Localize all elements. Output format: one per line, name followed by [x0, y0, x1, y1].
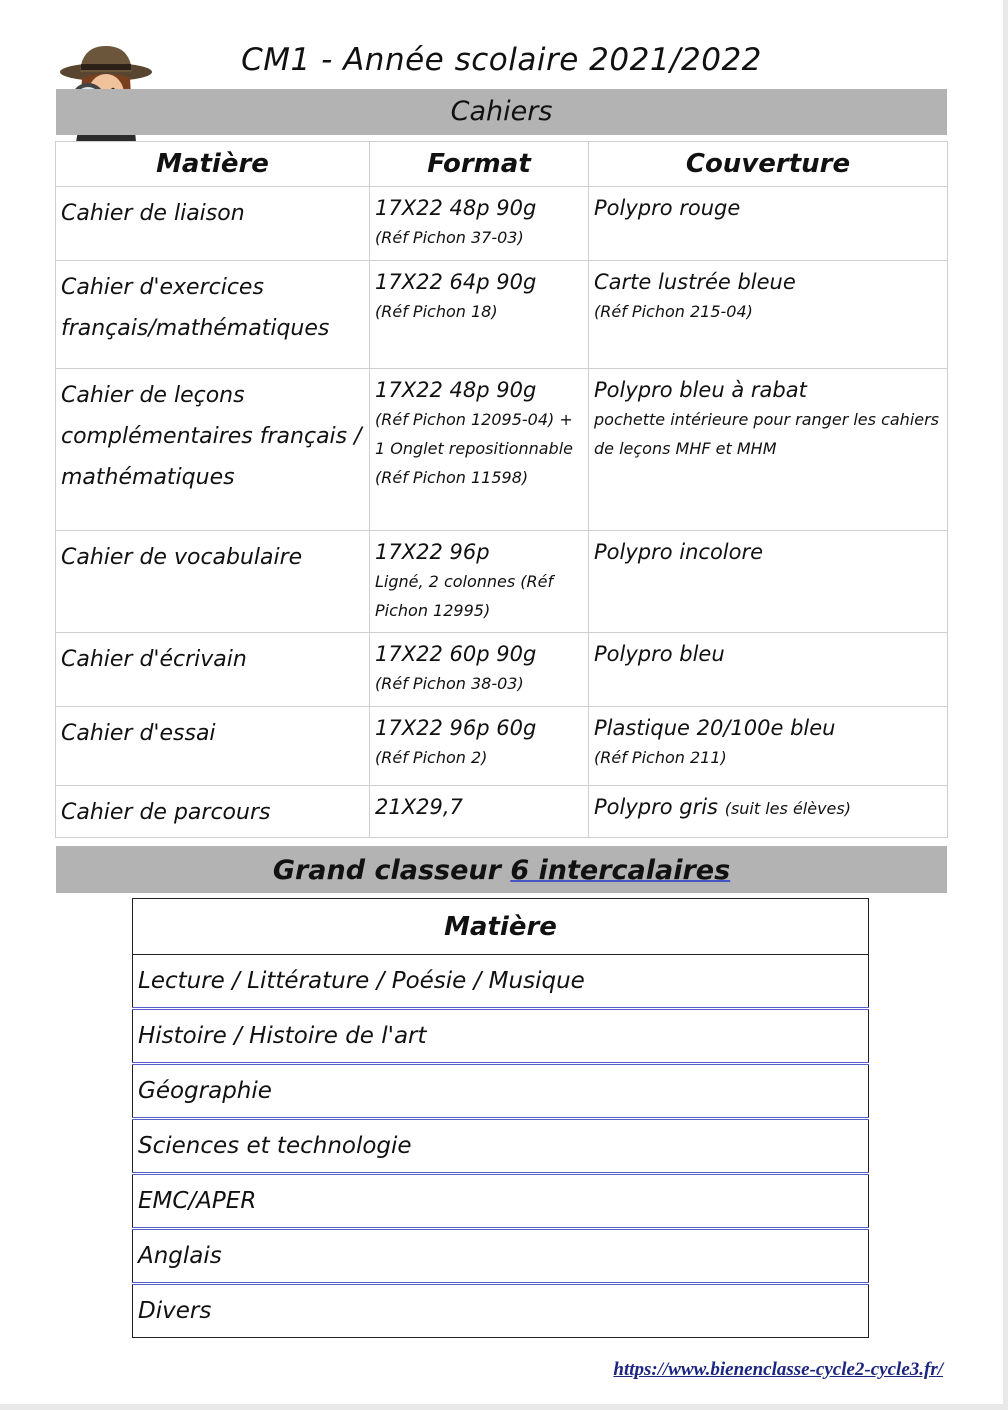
row-matiere: Cahier d'essai	[56, 707, 370, 786]
row-matiere: Cahier de liaison	[56, 187, 370, 261]
table-row	[56, 633, 948, 707]
row-matiere: Cahier d'exercices français/mathématiques	[56, 261, 370, 369]
footer-link[interactable]: https://www.bienenclasse-cycle2-cycle3.fr/	[613, 1359, 943, 1380]
classeur-item: Géographie	[133, 1064, 869, 1119]
list-item	[133, 1119, 869, 1174]
row-format: 17X22 96p	[375, 540, 490, 564]
row-couverture-cell	[589, 369, 948, 531]
cahiers-table	[55, 141, 948, 838]
classeur-item: Lecture / Littérature / Poésie / Musique	[133, 955, 869, 1009]
row-couverture-cell	[589, 187, 948, 261]
classeur-item: Sciences et technologie	[133, 1119, 869, 1174]
classeur-header-row	[133, 899, 869, 955]
list-item	[133, 1064, 869, 1119]
row-couverture-cell	[589, 261, 948, 369]
classeur-item: Histoire / Histoire de l'art	[133, 1009, 869, 1064]
row-couverture: Polypro rouge	[594, 196, 741, 220]
row-format-cell	[370, 531, 589, 633]
row-couverture: Polypro incolore	[594, 540, 764, 564]
row-couverture-cell	[589, 633, 948, 707]
row-couverture: Polypro bleu	[594, 642, 725, 666]
row-couverture-cell	[589, 786, 948, 838]
row-format: 17X22 48p 90g	[375, 196, 537, 220]
table-row	[56, 786, 948, 838]
row-format: 17X22 48p 90g	[375, 378, 537, 402]
row-matiere: Cahier de vocabulaire	[56, 531, 370, 633]
list-item	[133, 1009, 869, 1064]
row-format-cell	[370, 261, 589, 369]
table-row	[56, 369, 948, 531]
row-format-cell	[370, 707, 589, 786]
row-matiere: Cahier d'écrivain	[56, 633, 370, 707]
classeur-table	[132, 898, 869, 1338]
row-format-ref: (Réf Pichon 12095-04) + 1 Onglet repositionnable (Réf Pichon 11598)	[375, 410, 573, 487]
row-format-cell	[370, 633, 589, 707]
row-couverture: Polypro bleu à rabat	[594, 378, 807, 402]
row-matiere: Cahier de parcours	[56, 786, 370, 838]
table-row	[56, 707, 948, 786]
row-format: 17X22 64p 90g	[375, 270, 537, 294]
row-format-ref: (Réf Pichon 37-03)	[375, 228, 524, 247]
row-couverture-cell	[589, 531, 948, 633]
row-format-ref: (Réf Pichon 2)	[375, 748, 488, 767]
row-couverture: Polypro gris	[594, 795, 719, 819]
row-couverture: Plastique 20/100e bleu	[594, 716, 836, 740]
row-format-cell	[370, 369, 589, 531]
row-matiere: Cahier de leçons complémentaires français / mathématiques	[56, 369, 370, 531]
row-format-ref: Ligné, 2 colonnes (Réf Pichon 12995)	[375, 572, 554, 620]
page-title: CM1 - Année scolaire 2021/2022	[241, 42, 762, 78]
table-header-row	[56, 142, 948, 187]
row-format-cell	[370, 187, 589, 261]
list-item	[133, 955, 869, 1009]
row-couverture-note: (Réf Pichon 211)	[594, 748, 727, 767]
row-couverture-note: pochette intérieure pour ranger les cahiers de leçons MHF et MHM	[594, 410, 940, 458]
row-couverture: Carte lustrée bleue	[594, 270, 796, 294]
classeur-header-matiere: Matière	[133, 899, 869, 955]
list-item	[133, 1284, 869, 1338]
row-couverture-line	[594, 792, 943, 824]
row-format: 17X22 96p 60g	[375, 716, 537, 740]
classeur-heading	[56, 846, 947, 893]
row-format: 17X22 60p 90g	[375, 642, 537, 666]
row-couverture-cell	[589, 707, 948, 786]
classeur-heading-prefix: Grand classeur	[272, 855, 511, 886]
row-couverture-note: (Réf Pichon 215-04)	[594, 302, 753, 321]
classeur-item: EMC/APER	[133, 1174, 869, 1229]
row-couverture-note: (suit les élèves)	[724, 799, 851, 818]
table-row	[56, 531, 948, 633]
header-couverture: Couverture	[589, 142, 948, 187]
row-format-ref: (Réf Pichon 38-03)	[375, 674, 524, 693]
classeur-item: Anglais	[133, 1229, 869, 1284]
classeur-item: Divers	[133, 1284, 869, 1338]
table-row	[56, 261, 948, 369]
row-format: 21X29,7	[375, 795, 463, 819]
row-format-cell	[370, 786, 589, 838]
table-row	[56, 187, 948, 261]
header-matiere: Matière	[56, 142, 370, 187]
header-format: Format	[370, 142, 589, 187]
cahiers-heading: Cahiers	[56, 89, 947, 135]
row-format-ref: (Réf Pichon 18)	[375, 302, 498, 321]
list-item	[133, 1229, 869, 1284]
classeur-heading-count: 6 intercalaires	[510, 855, 731, 886]
list-item	[133, 1174, 869, 1229]
